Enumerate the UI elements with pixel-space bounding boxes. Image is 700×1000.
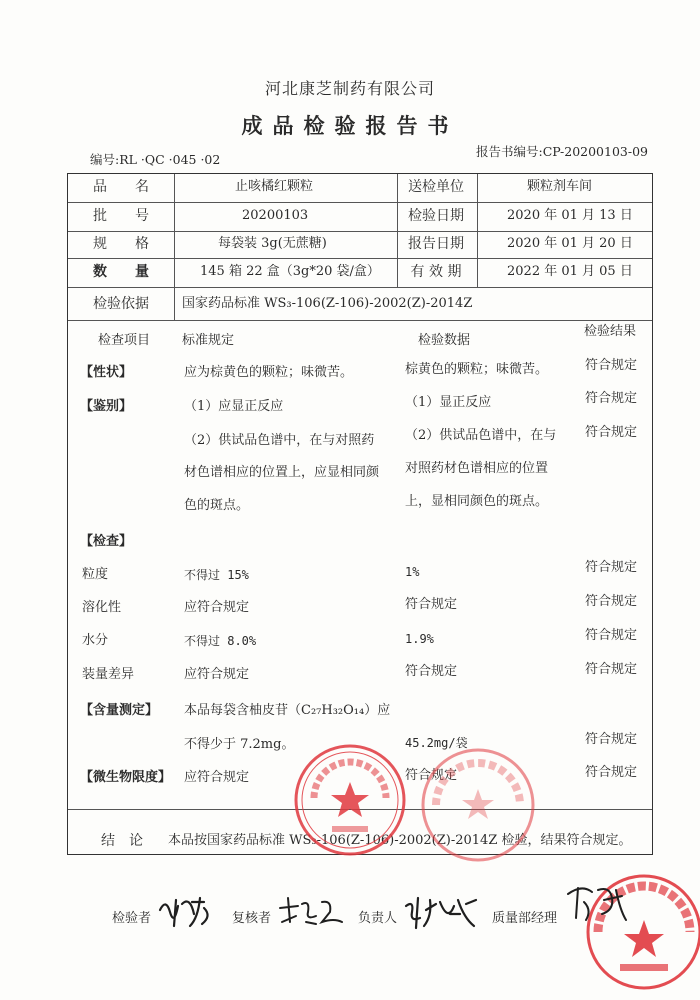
moisture-result: 符合规定 bbox=[585, 628, 638, 643]
micro-standard: 应符合规定 bbox=[184, 770, 250, 785]
inspector-signature bbox=[156, 892, 214, 932]
responsible-label: 负责人 bbox=[358, 911, 398, 926]
assay-result: 符合规定 bbox=[585, 732, 638, 747]
dept-label: 送检单位 bbox=[408, 179, 464, 195]
ident-standard-2b: 材色谱相应的位置上，应显相同颜 bbox=[184, 465, 380, 480]
report-title: 成品检验报告书 bbox=[241, 113, 459, 138]
fill-result: 符合规定 bbox=[585, 662, 638, 677]
ident-result-2: 符合规定 bbox=[585, 425, 638, 440]
dissolution-data: 符合规定 bbox=[405, 597, 458, 612]
assay-standard-2: 不得少于 7.2mg。 bbox=[184, 737, 295, 752]
report-date-label: 报告日期 bbox=[408, 236, 464, 252]
rule-row-3 bbox=[68, 258, 652, 259]
character-result: 符合规定 bbox=[585, 358, 638, 373]
item-identification: 【鉴别】 bbox=[80, 399, 133, 414]
col-header-result: 检验结果 bbox=[584, 324, 637, 339]
product-name: 止咳橘红颗粒 bbox=[235, 179, 314, 194]
item-moisture: 水分 bbox=[82, 633, 109, 648]
ident-data-2c: 上，显相同颜色的斑点。 bbox=[405, 494, 549, 509]
ident-standard-2c: 色的斑点。 bbox=[184, 498, 250, 513]
item-fill-variation: 装量差异 bbox=[82, 667, 135, 682]
item-dissolution: 溶化性 bbox=[82, 600, 122, 615]
inspect-date-label: 检验日期 bbox=[408, 208, 464, 224]
col-header-standard: 标准规定 bbox=[182, 333, 235, 348]
batch-value: 20200103 bbox=[242, 208, 309, 223]
conclusion-label: 结 论 bbox=[101, 833, 143, 849]
report-date-value: 2020 年 01 月 20 日 bbox=[507, 236, 633, 251]
expiry-value: 2022 年 01 月 05 日 bbox=[507, 264, 633, 279]
ident-result-1: 符合规定 bbox=[585, 391, 638, 406]
qa-manager-signature bbox=[562, 880, 632, 928]
inspector-label: 检验者 bbox=[112, 911, 152, 926]
responsible-signature bbox=[402, 892, 480, 934]
document-code: 编号:RL ·QC ·045 ·02 bbox=[90, 152, 221, 167]
middle-company-seal bbox=[416, 745, 541, 865]
ident-standard-1: （1）应显正反应 bbox=[184, 399, 284, 414]
col-header-item: 检查项目 bbox=[98, 333, 151, 348]
dissolution-standard: 应符合规定 bbox=[184, 600, 250, 615]
qty-label: 数 量 bbox=[93, 264, 149, 280]
assay-standard-1: 本品每袋含柚皮苷（C₂₇H₃₂O₁₄）应 bbox=[184, 703, 391, 718]
ident-standard-2a: （2）供试品色谱中，在与对照药 bbox=[184, 433, 375, 448]
ident-data-1: （1）显正反应 bbox=[405, 395, 492, 410]
dissolution-result: 符合规定 bbox=[585, 594, 638, 609]
item-character: 【性状】 bbox=[80, 365, 133, 380]
character-standard: 应为棕黄色的颗粒；味微苦。 bbox=[184, 365, 354, 380]
company-name: 河北康芝制药有限公司 bbox=[264, 79, 435, 98]
conclusion-text: 本品按国家药品标准 WS₃-106(Z-106)-2002(Z)-2014Z 检验，结果符合规定。 bbox=[168, 833, 632, 848]
rule-row-4 bbox=[68, 287, 652, 288]
col-rule-1 bbox=[174, 174, 175, 320]
rule-row-5 bbox=[68, 320, 652, 321]
rule-row-1 bbox=[68, 202, 652, 203]
moisture-data: 1.9% bbox=[405, 632, 434, 646]
assay-data: 45.2mg/袋 bbox=[405, 736, 468, 750]
left-company-seal bbox=[292, 742, 408, 858]
report-number: 报告书编号:CP-20200103-09 bbox=[476, 144, 648, 159]
fill-data: 符合规定 bbox=[405, 664, 458, 679]
moisture-standard: 不得过 8.0% bbox=[184, 634, 257, 648]
reviewer-label: 复核者 bbox=[232, 911, 272, 926]
rule-row-2 bbox=[68, 231, 652, 232]
ident-data-2a: （2）供试品色谱中，在与 bbox=[405, 428, 557, 443]
reviewer-signature bbox=[276, 892, 346, 932]
character-data: 棕黄色的颗粒；味微苦。 bbox=[405, 362, 549, 377]
granularity-standard: 不得过 15% bbox=[184, 568, 249, 582]
item-granularity: 粒度 bbox=[82, 567, 109, 582]
granularity-data: 1% bbox=[405, 565, 420, 579]
item-microbial-limit: 【微生物限度】 bbox=[80, 770, 172, 785]
fill-standard: 应符合规定 bbox=[184, 667, 250, 682]
ident-data-2b: 对照药材色谱相应的位置 bbox=[405, 461, 549, 476]
inspect-date-value: 2020 年 01 月 13 日 bbox=[507, 208, 633, 223]
basis-label: 检验依据 bbox=[93, 296, 149, 312]
micro-result: 符合规定 bbox=[585, 765, 638, 780]
spec-value: 每袋装 3g(无蔗糖) bbox=[218, 236, 327, 251]
qty-value: 145 箱 22 盒（3g*20 袋/盒） bbox=[200, 264, 380, 279]
dept-value: 颗粒剂车间 bbox=[527, 179, 593, 194]
spec-label: 规 格 bbox=[93, 236, 149, 252]
basis-value: 国家药品标准 WS₃-106(Z-106)-2002(Z)-2014Z bbox=[182, 296, 473, 311]
col-rule-3 bbox=[477, 174, 478, 287]
expiry-label: 有 效 期 bbox=[410, 264, 462, 280]
qa-manager-label: 质量部经理 bbox=[492, 911, 558, 926]
granularity-result: 符合规定 bbox=[585, 560, 638, 575]
col-header-data: 检验数据 bbox=[418, 333, 471, 348]
batch-label: 批 号 bbox=[93, 208, 149, 224]
item-assay: 【含量测定】 bbox=[80, 703, 159, 718]
section-check: 【检查】 bbox=[80, 534, 133, 549]
product-label: 品 名 bbox=[93, 179, 149, 195]
micro-data: 符合规定 bbox=[405, 768, 458, 783]
